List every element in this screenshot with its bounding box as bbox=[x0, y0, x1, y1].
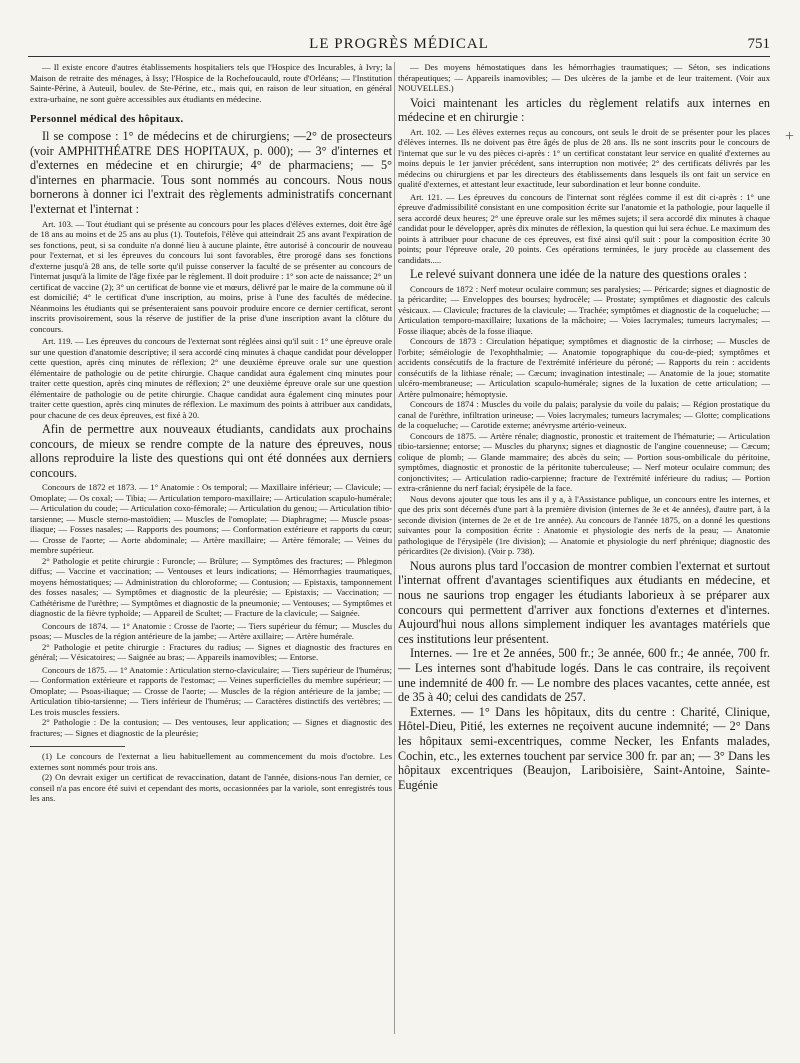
paragraph-releve-intro: Le relevé suivant donnera une idée de la nature des questions orales : bbox=[410, 267, 748, 282]
paragraph-externes-remuneration: Externes. — 1° Dans les hôpitaux, dits du centre : Charité, Clinique, Hôtel-Dieu, Pitié, les externes ne reçoivent aucune indemnité; — 2° Dans les hôpitaux semi-excentriques, comme Necker, les Enfants malades, Cochin, etc., les externes touchent par service 300 fr. par an; — 3° Dans les hôpitaux excentriques (Beaujon, Lariboisière, Saint-Antoine, Sainte-Eugénie bbox=[398, 704, 770, 792]
concours-1874-pathologie: 2° Pathologie et petite chirurgie : Fractures du radius; — Signes et diagnostic des fractures en général; — Vésicatoires; — Saignée au bras; — Appareils inamovibles; — Entorse. bbox=[30, 641, 392, 663]
footnote-1: (1) Le concours de l'externat a lieu habituellement au commencement du mois d'octobre. Les externes sont nommés pour trois ans. bbox=[30, 751, 392, 772]
concours-1874-anatomie: Concours de 1874. — 1° Anatomie : Crosse de l'aorte; — Tiers supérieur du fémur; — Muscles du psoas; — Muscles de la région antérieure de la jambe; — Artère axillaire; — Artère humérale. bbox=[30, 620, 392, 642]
column-divider bbox=[394, 62, 395, 1034]
article-119: Art. 119. — Les épreuves du concours de l'externat sont réglées ainsi qu'il suit : 1° une épreuve orale sur une question d'anatomie descriptive; il sera accordé cinq minutes à chaque candidat pour développer cette question, après cinq minutes de réflexion; 2° une deuxième épreuve orale sur une question élémentaire de pathologie ou de petite chirurgie. Chaque candidat aura également cinq minutes pour traiter cette question, après cinq minutes de réflexion; 2° une deuxième épreuve orale sur une question élémentaire de pathologie ou de petite chirurgie. Chaque candidat aura également cinq minutes pour traiter cette question, après cinq minutes de réflexion. Le maximum des points à attribuer aux candidats, pour chacune de ces deux épreuves, est fixé à 20. bbox=[30, 336, 392, 420]
concours-1872-1873-anatomie: Concours de 1872 et 1873. — 1° Anatomie : Os temporal; — Maxillaire inférieur; — Clavicule; — Omoplate; — Os coxal; — Tibia; — Articulation temporo-maxillaire; — Articulation scapulo-humérale; — Articulation du coude; — Articulation coxo-fémorale; — Articulation du genou; — Articulation tibio-tarsienne; — Muscle sterno-mastoïdien; — Muscles de l'omoplate; — Diaphragme; — Muscle psoas-iliaque; — Fosses nasales; — Rapports des poumons; — Conformation extérieure et rapports du cœur; — Crosse de l'aorte; — Aorte abdominale; — Artère maxillaire; — Artère fémorale; — Veines du membre supérieur. bbox=[30, 482, 392, 556]
article-103: Art. 103. — Tout étudiant qui se présente au concours pour les places d'élèves externes, doit être âgé de 18 ans au moins et de 25 ans au plus (1). Toutefois, l'élève qui atteindrait 25 ans avant l'expiration de ses fonctions, peut, si sa conduite n'a donné lieu à aucune plainte, être autorisé à concourir de nouveau pour l'externat, et si les épreuves du concours lui sont favorables, être prorogé dans ses fonctions d'externe jusqu'à 28 ans, de telle sorte qu'il puisse conserver la faculté de se présenter au concours de l'internat jusqu'à la limite de l'âge fixée par le règlement. Il doit produire : 1° son acte de naissance; 2° un certificat de vaccine (2); 3° un certificat de bonne vie et mœurs, délivré par le maire de la commune où il est domicilié; 4° le certificat d'une inscription, au moins, prise à l'une des facultés de médecine. Néanmoins les étudiants qui se présenteraient sans pouvoir produire encore ce dernier certificat, seront inscrits provisoirement, sous la réserve de justifier de la prise d'une inscription avant la clôture du concours. bbox=[30, 218, 392, 334]
paragraph-composition: Il se compose : 1° de médecins et de chirurgiens; —2° de prosecteurs (voir AMPHITHÉATRE DES HOPITAUX, p. 000); — 3° d'internes et d'externes en médecine et en chirurgie; 4° de pharmaciens; — 5° d'internes en pharmacie. Tous sont nommés au concours. Nous nous bornerons à donner ici l'extrait des règlements administratifs concernant l'externat et l'internat : bbox=[30, 129, 392, 216]
left-column bbox=[30, 62, 392, 804]
journal-title: LE PROGRÈS MÉDICAL bbox=[309, 36, 489, 52]
header-rule bbox=[28, 56, 770, 57]
right-column bbox=[398, 62, 770, 792]
margin-cross-mark: + bbox=[784, 128, 794, 145]
footnote-rule bbox=[30, 746, 125, 747]
page-number: 751 bbox=[747, 36, 770, 52]
paragraph-questions-intro: Afin de permettre aux nouveaux étudiants, candidats aux prochains concours, de mieux se rendre compte de la nature des épreuves, nous allons reproduire la liste des questions qui ont été données aux derniers concours. bbox=[30, 422, 392, 480]
paragraph-avantages: Nous aurons plus tard l'occasion de montrer combien l'externat et surtout l'internat offrent d'avantages scientifiques aux étudiants en médecine, et nous ne saurions trop engager les étudiants laborieux à se préparer aux concours qui permettent d'arriver aux fonctions d'externes et d'internes. Aujourd'hui nous allons simplement indiquer les avantages matériels que ces institutions leur présentent. bbox=[398, 558, 770, 646]
paragraph-hospices: — Il existe encore d'autres établissements hospitaliers tels que l'Hospice des Incurables, à Ivry; la Maison de retraite des ménages, à Issy; l'Hospice de la Rochefoucauld, route d'Orléans; — l'Institution Sainte-Périne, à Auteuil, boulev. de Ste-Périne, etc., mais qui, en raison de leur situation, en général extra-urbaine, ne sont guère accessibles aux étudiants en médecine. bbox=[30, 62, 392, 104]
concours-1875-anatomie: Concours de 1875. — 1° Anatomie : Articulation sterno-claviculaire; — Tiers supérieur de l'humérus; — Conformation extérieure et rapports de l'estomac; — Veines superficielles du membre supérieur; — Omoplate; — Psoas-iliaque; — Crosse de l'aorte; — Muscles de la région antérieure de la jambe; — Articulation tibio-tarsienne; — Tiers inférieur de l'humérus; — Caractères distinctifs des vertèbres; — Les trois muscles fessiers. bbox=[30, 664, 392, 717]
section-title: Personnel médical des hôpitaux. bbox=[30, 114, 184, 125]
internat-concours-1872: Concours de 1872 : Nerf moteur oculaire commun; ses paralysies; — Péricarde; signes et diagnostic de la péricardite; — Enveloppes des bourses; hydrocèle; — Prostate; symptômes et diagnostic des calculs vésicaux. — Clavicule; fractures de la clavicule; — Trachée; symptômes et diagnostic de la coqueluche; — Articulation temporo-maxillaire; luxations de la mâchoire; — Voies lacrymales; tumeurs lacrymales; — Fosse iliaque; abcès de la fosse iliaque. bbox=[398, 283, 770, 336]
footnote-2: (2) On devrait exiger un certificat de revaccination, datant de l'année, disions-nous l'an dernier, ce conseil n'a pas encore été suivi et cependant des morts, occasionnées par la variole, sont enregistrés tous les ans. bbox=[30, 772, 392, 804]
internat-concours-1874: Concours de 1874 : Muscles du voile du palais; paralysie du voile du palais; — Région prostatique du canal de l'urèthre, infiltration urineuse; — Voies lacrymales; tumeurs lacrymales; — Glotte; complications de la coqueluche; — Carotide externe; anévrysme artério-veineux. bbox=[398, 399, 770, 431]
article-102: Art. 102. — Les élèves externes reçus au concours, ont seuls le droit de se présenter pour les places d'élèves internes. Ils ne doivent pas être âgés de plus de 28 ans. Ils ne sont inscrits pour le concours de l'internat que sur le vu des pièces ci-après : 1° un certificat constatant leur service en qualité d'externes au moins depuis le 1er janvier précédent, sans interruption non motivée; 2° des certificats délivrés par les médecins ou chirurgiens et par les directeurs des établissements dans lesquels ils ont fait un service en qualité d'externes, et attestant leur exactitude, leur subordination et leur bonne conduite. bbox=[398, 126, 770, 190]
article-121: Art. 121. — Les épreuves du concours de l'internat sont réglées comme il est dit ci-après : 1° une épreuve d'admissibilité consistant en une composition écrite sur l'anatomie et la pathologie, pour laquelle il sera accordé deux heures; 2° une épreuve orale sur les mêmes sujets; il sera accordé dix minutes à chaque candidat pour le développer, après dix minutes de réflexion, la question qui lui sera échue. Le maximum des points à attribuer pour chacune de ces épreuves, est fixé ainsi qu'il suit : pour la composition écrite 30 points; pour l'épreuve orale, 20 points. Ces opérations terminées, le jury procède au classement des candidats..... bbox=[398, 191, 770, 265]
paragraph-internes-remuneration: Internes. — 1re et 2e années, 500 fr.; 3e année, 600 fr.; 4e année, 700 fr. — Les internes sont d'habitude logés. Dans le cas contraire, ils reçoivent une indemnité de 400 fr. — Le nombre des places vacantes, cette année, est de 35 à 40; celui des candidats de 257. bbox=[398, 646, 770, 705]
paragraph-internes-intro: Voici maintenant les articles du règlement relatifs aux internes en médecine et en chirurgie : bbox=[398, 95, 770, 125]
concours-1872-1873-pathologie: 2° Pathologie et petite chirurgie : Furoncle; — Brûlure; — Symptômes des fractures; — Phlegmon diffus; — Vaccine et vaccination; — Ventouses et leurs indications; — Hémorrhagies traumatiques, moyens hémostatiques; — Administration du chloroforme; — Contusion; — Epistaxis, tamponnement des fosses nasales; — Symptômes et diagnostic de la pleurésie; — Epistaxis; — Vaccination; — Cathétérisme de l'urèthre; — Symptômes et diagnostic de la pneumonie; — Ventouses; — Symptômes et diagnostic de la fièvre typhoïde; — Appareil de Scultet; — Fracture de la clavicule; — Saignée. bbox=[30, 555, 392, 619]
concours-1875-pathologie: 2° Pathologie : De la contusion; — Des ventouses, leur application; — Signes et diagnostic des fractures; — Signes et diagnostic de la pleurésie; bbox=[30, 717, 392, 738]
internat-concours-1873: Concours de 1873 : Circulation hépatique; symptômes et diagnostic de la cirrhose; — Muscles de l'orbite; séméiologie de l'exophthalmie; — Anatomie topographique du cou-de-pied; symptômes et accidents consécutifs de la fracture de l'extrémité inférieure du péroné; — Rapports du rein : accidents consécutifs de la lithiase rénale; — Cæcum; invagination intestinale; — Anatomie de la joue; stomatite ulcéro-membraneuse; — Articulation scapulo-humérale; signes de la luxation de cette articulation; — Artère pulmonaire; hémoptysie. bbox=[398, 336, 770, 399]
paragraph-prix-internes: Nous devons ajouter que tous les ans il y a, à l'Assistance publique, un concours entre les internes, et que des prix sont décernés d'une part à la première division (internes de 3e et 4e années), d'autre part, à la seconde division (internes de 2e et de 1re année). Au concours de l'année 1875, on a donné les questions suivantes pour la composition écrite : Anatomie et physiologie des nerfs de la peau; — Anatomie pathologique de l'érysipèle (1re division); — Anatomie et physiologie du nerf phrénique; diagnostic des péricardites (2e division). (Voir p. 738). bbox=[398, 493, 770, 557]
paragraph-continued-list: — Des moyens hémostatiques dans les hémorrhagies traumatiques; — Séton, ses indications thérapeutiques; — Appareils inamovibles; — Des ulcères de la jambe et de leur traitement. (Voir aux NOUVELLES.) bbox=[398, 62, 770, 93]
page-header bbox=[28, 36, 770, 56]
internat-concours-1875: Concours de 1875. — Artère rénale; diagnostic, pronostic et traitement de l'hématurie; — Articulation tibio-tarsienne; entorse; — Muscles du pharynx; signes et diagnostic de l'angine couenneuse; — Cæcum; colique de plomb; — Glande mammaire; des abcès du sein; — Portion sous-ombilicale du péritoine, symptômes, diagnostic et pronostic de la péritonite tuberculeuse; — Nerf moteur oculaire commun; des conjonctivites; — Articulation radio-carpienne; fracture de l'extrémité inférieure du radius; — Portion extra-crânienne du nerf facial; érysipèle de la face. bbox=[398, 430, 770, 494]
